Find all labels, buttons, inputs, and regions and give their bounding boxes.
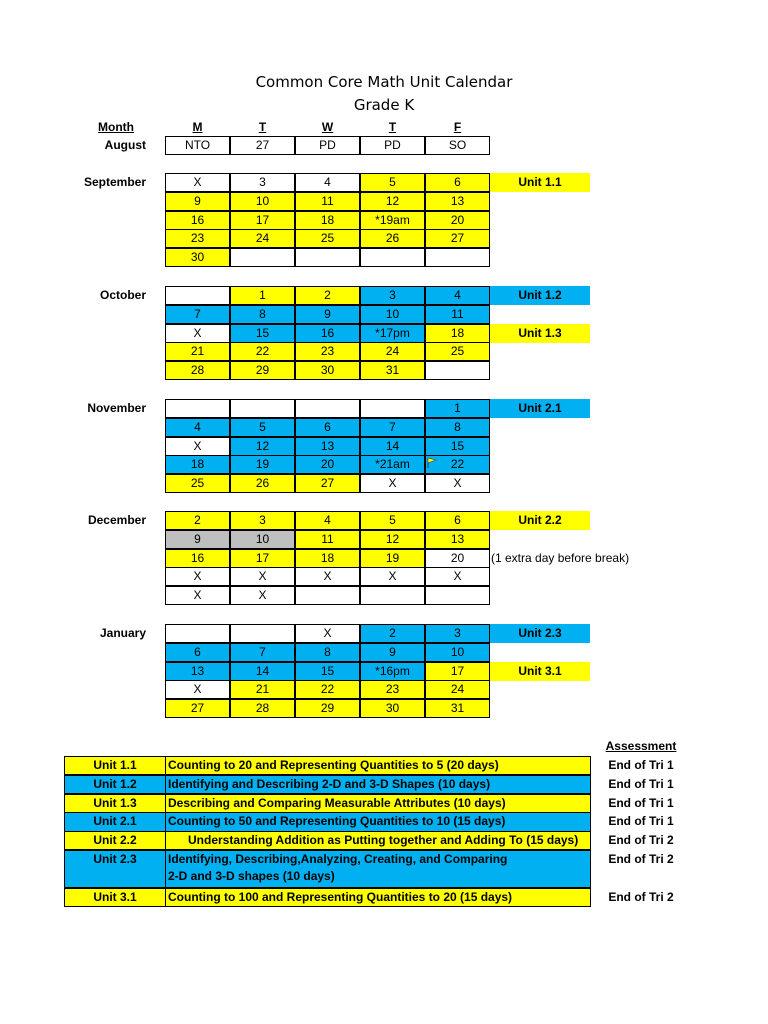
day-cell: X: [425, 474, 490, 493]
day-cell: 10: [360, 305, 425, 324]
legend-unit: Unit 2.2: [64, 831, 166, 850]
day-cell: 14: [230, 662, 295, 681]
legend-unit: Unit 3.1: [64, 888, 166, 907]
day-cell: 9: [165, 192, 230, 211]
legend-assessment: End of Tri 1: [608, 776, 674, 791]
legend-description-line: 2-D and 3-D shapes (10 days): [168, 869, 335, 883]
day-cell: 7: [230, 643, 295, 662]
day-cell: 6: [165, 643, 230, 662]
unit-tag: Unit 1.2: [490, 286, 590, 305]
day-cell: 22: [425, 455, 490, 474]
day-cell: 18: [295, 211, 360, 230]
day-cell: 25: [295, 229, 360, 248]
day-cell: *21am: [360, 455, 425, 474]
day-cell: 20: [295, 455, 360, 474]
legend-description: [165, 756, 591, 775]
day-cell: 14: [360, 437, 425, 456]
day-cell: PD: [295, 136, 360, 155]
day-cell: 27: [165, 699, 230, 718]
day-cell: 12: [230, 437, 295, 456]
legend-assessment: End of Tri 2: [608, 889, 674, 904]
legend-description-line: Identifying and Describing 2-D and 3-D Shapes (10 days): [168, 776, 491, 791]
day-cell: [295, 399, 360, 418]
day-cell: 7: [360, 418, 425, 437]
legend-description: [165, 794, 591, 813]
day-cell: 21: [230, 680, 295, 699]
day-cell: X: [165, 680, 230, 699]
day-cell: 4: [295, 511, 360, 530]
day-cell: 3: [360, 286, 425, 305]
calendar-subtitle: Grade K: [353, 96, 415, 114]
day-cell: 5: [360, 511, 425, 530]
day-cell: 5: [230, 418, 295, 437]
day-cell: PD: [360, 136, 425, 155]
legend-unit: Unit 1.1: [64, 756, 166, 775]
day-cell: 4: [295, 173, 360, 192]
day-cell: 16: [165, 211, 230, 230]
day-cell: X: [295, 624, 360, 643]
day-cell: 17: [230, 211, 295, 230]
day-cell: 8: [425, 418, 490, 437]
day-cell: [230, 624, 295, 643]
day-cell: 25: [165, 474, 230, 493]
day-cell: 3: [230, 173, 295, 192]
day-cell: [425, 586, 490, 605]
day-cell: [425, 361, 490, 380]
day-cell: X: [230, 586, 295, 605]
day-cell: 28: [230, 699, 295, 718]
day-cell: 22: [295, 680, 360, 699]
day-cell: 2: [165, 511, 230, 530]
day-cell: 22: [230, 342, 295, 361]
weekday-header: W: [321, 120, 334, 134]
day-cell: 30: [165, 248, 230, 267]
day-cell: 4: [165, 418, 230, 437]
day-cell: [230, 399, 295, 418]
month-label: October: [99, 288, 146, 302]
month-label: September: [83, 175, 146, 189]
day-cell: [295, 248, 360, 267]
day-cell: 9: [165, 530, 230, 549]
unit-tag: Unit 2.1: [490, 399, 590, 418]
day-cell: [165, 286, 230, 305]
day-cell: X: [165, 173, 230, 192]
legend-description-line: Understanding Addition as Putting together and Adding To (15 days): [168, 833, 579, 848]
day-cell: 6: [295, 418, 360, 437]
legend-assessment: End of Tri 2: [608, 833, 674, 848]
day-cell: X: [425, 567, 490, 586]
day-cell: 15: [295, 662, 360, 681]
legend-description-line: Counting to 20 and Representing Quantities to 5 (20 days): [168, 758, 499, 772]
day-cell: 9: [295, 305, 360, 324]
day-cell: 3: [425, 624, 490, 643]
day-cell: 24: [230, 229, 295, 248]
calendar-title: Common Core Math Unit Calendar: [255, 73, 513, 91]
day-cell: [360, 586, 425, 605]
day-cell: 19: [360, 549, 425, 568]
day-cell: 13: [165, 662, 230, 681]
day-cell: 29: [295, 699, 360, 718]
legend-unit: Unit 1.2: [64, 775, 166, 794]
day-cell: 27: [295, 474, 360, 493]
day-cell: NTO: [165, 136, 230, 155]
day-cell: 12: [360, 192, 425, 211]
day-cell: 20: [425, 211, 490, 230]
day-cell: 23: [360, 680, 425, 699]
day-cell: [165, 399, 230, 418]
legend-unit: Unit 2.1: [64, 812, 166, 831]
day-cell: X: [230, 567, 295, 586]
day-cell: [165, 624, 230, 643]
day-cell: 10: [425, 643, 490, 662]
day-cell: 12: [360, 530, 425, 549]
weekday-header: F: [453, 120, 462, 134]
day-cell: 2: [360, 624, 425, 643]
day-cell: 23: [295, 342, 360, 361]
legend-assessment: End of Tri 2: [608, 852, 674, 866]
legend-description-line: Identifying, Describing,Analyzing, Creating, and Comparing: [168, 852, 508, 866]
day-cell: *16pm: [360, 662, 425, 681]
weekday-header: T: [388, 120, 397, 134]
day-cell: X: [165, 567, 230, 586]
day-cell: X: [165, 437, 230, 456]
day-cell: 9: [360, 643, 425, 662]
unit-tag: Unit 2.3: [490, 624, 590, 643]
day-cell: 2: [295, 286, 360, 305]
day-cell: 19: [230, 455, 295, 474]
legend-description: [165, 812, 591, 831]
day-cell: 23: [165, 229, 230, 248]
legend-description: [165, 775, 591, 794]
day-cell: [425, 248, 490, 267]
day-cell: 29: [230, 361, 295, 380]
day-cell: [360, 399, 425, 418]
day-cell: 18: [165, 455, 230, 474]
day-cell: 13: [425, 192, 490, 211]
day-cell: 24: [360, 342, 425, 361]
day-cell: 17: [425, 662, 490, 681]
day-cell: 27: [230, 136, 295, 155]
day-cell: 13: [425, 530, 490, 549]
unit-tag: Unit 3.1: [490, 662, 590, 681]
flag-icon: [426, 457, 438, 469]
day-cell: 8: [295, 643, 360, 662]
day-cell: 31: [360, 361, 425, 380]
day-cell: 26: [360, 229, 425, 248]
day-cell: 17: [230, 549, 295, 568]
legend-description: [165, 888, 591, 907]
day-cell: 11: [295, 192, 360, 211]
month-label: January: [99, 626, 146, 640]
day-cell: 6: [425, 511, 490, 530]
day-cell: *17pm: [360, 324, 425, 343]
legend-description-line: Describing and Comparing Measurable Attributes (10 days): [168, 795, 506, 810]
assessment-header: Assessment: [605, 739, 677, 753]
day-cell: 13: [295, 437, 360, 456]
month-note: (1 extra day before break): [491, 550, 630, 565]
legend-unit: Unit 1.3: [64, 794, 166, 813]
day-cell: 1: [230, 286, 295, 305]
legend-description-line: Counting to 50 and Representing Quantities to 10 (15 days): [168, 814, 506, 829]
month-column-header: Month: [98, 120, 134, 134]
day-cell: *19am: [360, 211, 425, 230]
day-cell: [230, 248, 295, 267]
day-cell: 15: [425, 437, 490, 456]
legend-assessment: End of Tri 1: [608, 814, 674, 829]
month-label: August: [104, 138, 146, 152]
day-cell: 16: [295, 324, 360, 343]
day-cell: 8: [230, 305, 295, 324]
day-cell: 26: [230, 474, 295, 493]
legend-assessment: End of Tri 1: [608, 758, 674, 772]
day-cell: 21: [165, 342, 230, 361]
day-cell: X: [165, 324, 230, 343]
day-cell: 30: [295, 361, 360, 380]
month-label: November: [87, 401, 146, 415]
day-cell: 6: [425, 173, 490, 192]
day-cell: 5: [360, 173, 425, 192]
legend-description: [165, 850, 591, 888]
legend-description-line: Counting to 100 and Representing Quantities to 20 (15 days): [168, 889, 513, 904]
day-cell: X: [360, 474, 425, 493]
day-cell: [360, 248, 425, 267]
month-label: December: [87, 513, 146, 527]
day-cell: 25: [425, 342, 490, 361]
day-cell: [295, 586, 360, 605]
day-cell: 3: [230, 511, 295, 530]
day-cell: 11: [425, 305, 490, 324]
day-cell: 11: [295, 530, 360, 549]
day-cell: 7: [165, 305, 230, 324]
legend-description: [165, 831, 591, 850]
day-cell: 10: [230, 530, 295, 549]
day-cell: 24: [425, 680, 490, 699]
day-cell: 31: [425, 699, 490, 718]
day-cell: X: [165, 586, 230, 605]
day-cell: 10: [230, 192, 295, 211]
unit-tag: Unit 1.3: [490, 324, 590, 343]
unit-tag: Unit 1.1: [490, 173, 590, 192]
day-cell: 4: [425, 286, 490, 305]
day-cell: 1: [425, 399, 490, 418]
day-cell: 20: [425, 549, 490, 568]
day-cell: X: [360, 567, 425, 586]
day-cell: X: [295, 567, 360, 586]
day-cell: 27: [425, 229, 490, 248]
weekday-header: M: [192, 120, 203, 134]
legend-assessment: End of Tri 1: [608, 795, 674, 810]
day-cell: 18: [425, 324, 490, 343]
day-cell: 30: [360, 699, 425, 718]
day-cell: SO: [425, 136, 490, 155]
weekday-header: T: [258, 120, 267, 134]
day-cell: 18: [295, 549, 360, 568]
legend-unit: Unit 2.3: [64, 850, 166, 888]
day-cell: 16: [165, 549, 230, 568]
day-cell: 15: [230, 324, 295, 343]
day-cell: 28: [165, 361, 230, 380]
unit-tag: Unit 2.2: [490, 511, 590, 530]
